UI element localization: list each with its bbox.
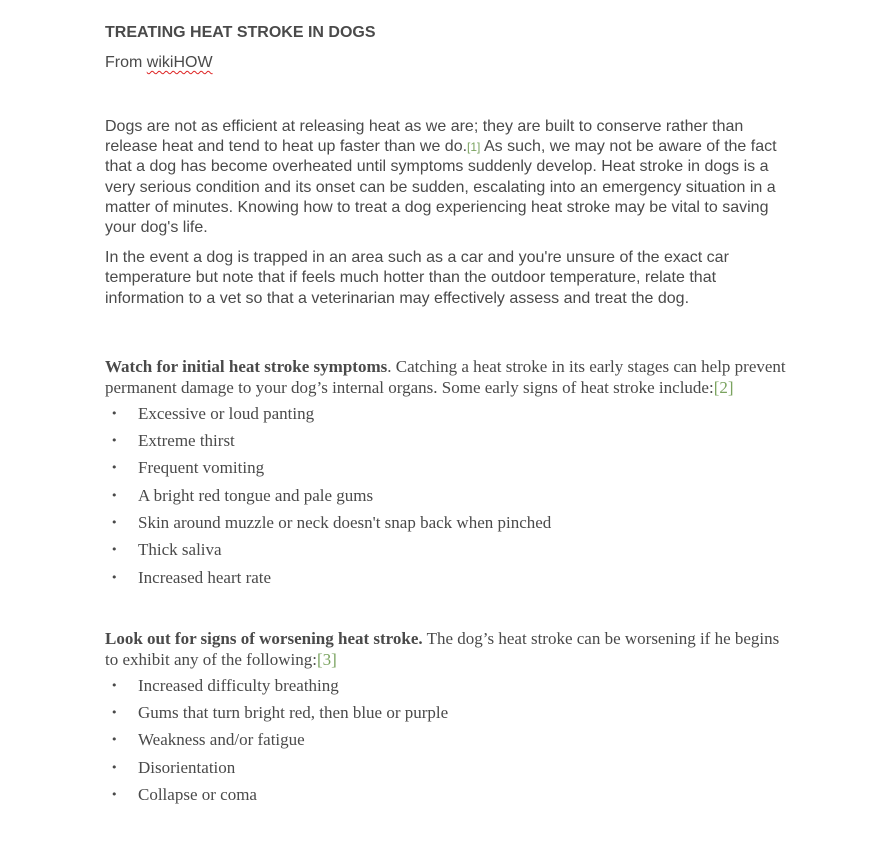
- list-item-text: Weakness and/or fatigue: [138, 730, 305, 750]
- section-worsening-signs: [105, 628, 795, 805]
- source-name: wikiHOW: [146, 54, 213, 71]
- list-item: [105, 457, 795, 478]
- document-body: [105, 22, 795, 811]
- list-item: [105, 430, 795, 451]
- worsening-list: [105, 675, 795, 805]
- list-item: [105, 784, 795, 805]
- list-item-text: Collapse or coma: [138, 784, 257, 804]
- bullet-icon: •: [111, 406, 118, 420]
- citation-ref-3[interactable]: [3]: [317, 649, 337, 669]
- bullet-icon: •: [111, 461, 118, 475]
- intro-paragraph-1: [105, 117, 795, 238]
- list-item: [105, 567, 795, 588]
- intro-p1-text-a: Dogs are not as efficient at releasing heat as we are; they are built to conserve rather than release heat and tend to heat up faster than we do.: [105, 118, 744, 156]
- intro: [105, 117, 795, 309]
- intro-paragraph-2: In the event a dog is trapped in an area such as a car and you're unsure of the exact car temperature but note that if feels much hotter than the outdoor temperature, relate that information to a vet so that a veterinarian may effectively assess and treat the dog.: [105, 249, 729, 307]
- list-item-text: Skin around muzzle or neck doesn't snap back when pinched: [138, 513, 552, 533]
- section-text: The dog’s heat stroke can be worsening if he begins to exhibit any of the following:: [105, 628, 780, 669]
- bullet-icon: •: [111, 570, 118, 584]
- list-item-text: Thick saliva: [138, 540, 222, 560]
- list-item-text: Disorientation: [138, 757, 236, 777]
- list-item: [105, 403, 795, 424]
- list-item: [105, 675, 795, 696]
- bullet-icon: •: [111, 488, 118, 502]
- bullet-icon: •: [111, 434, 118, 448]
- intro-p1-text-b: As such, we may not be aware of the fact that a dog has become overheated until symptoms suddenly develop. Heat stroke in dogs is a very serious condition and its onset can be sudden, escalating into an emergency situation in a matter of minutes. Knowing how to treat a dog experiencing heat stroke may be vital to saving your dog's life.: [105, 138, 777, 237]
- citation-ref-2[interactable]: [2]: [713, 377, 734, 397]
- document-title: TREATING HEAT STROKE IN DOGS: [105, 24, 376, 41]
- list-item: [105, 702, 795, 723]
- list-item-text: A bright red tongue and pale gums: [138, 485, 374, 505]
- list-item-text: Gums that turn bright red, then blue or purple: [138, 702, 449, 722]
- bullet-icon: •: [111, 705, 118, 719]
- list-item-text: Increased heart rate: [138, 567, 272, 587]
- section-lead: [105, 356, 795, 398]
- citation-ref-1[interactable]: [1]: [467, 140, 481, 155]
- list-item-text: Frequent vomiting: [138, 458, 265, 478]
- bullet-icon: •: [111, 733, 118, 747]
- bullet-icon: •: [111, 678, 118, 692]
- source-line: [105, 52, 795, 74]
- section-text: . Catching a heat stroke in its early stages can help prevent permanent damage to your dog’s internal organs. Some early signs of heat stroke include:: [105, 356, 786, 397]
- list-item: [105, 485, 795, 506]
- list-item-text: Increased difficulty breathing: [138, 675, 339, 695]
- list-item: [105, 757, 795, 778]
- bullet-icon: •: [111, 516, 118, 530]
- section-initial-symptoms: [105, 356, 795, 588]
- list-item: [105, 729, 795, 750]
- bullet-icon: •: [111, 543, 118, 557]
- bullet-icon: •: [111, 787, 118, 801]
- list-item: [105, 512, 795, 533]
- section-lead: [105, 628, 795, 670]
- symptom-list: [105, 403, 795, 588]
- list-item: [105, 539, 795, 560]
- list-item-text: Extreme thirst: [138, 431, 235, 451]
- section-heading: Watch for initial heat stroke symptoms: [105, 356, 388, 376]
- bullet-icon: •: [111, 760, 118, 774]
- list-item-text: Excessive or loud panting: [138, 403, 315, 423]
- section-heading: Look out for signs of worsening heat stroke.: [105, 628, 423, 648]
- source-prefix: From: [105, 54, 147, 71]
